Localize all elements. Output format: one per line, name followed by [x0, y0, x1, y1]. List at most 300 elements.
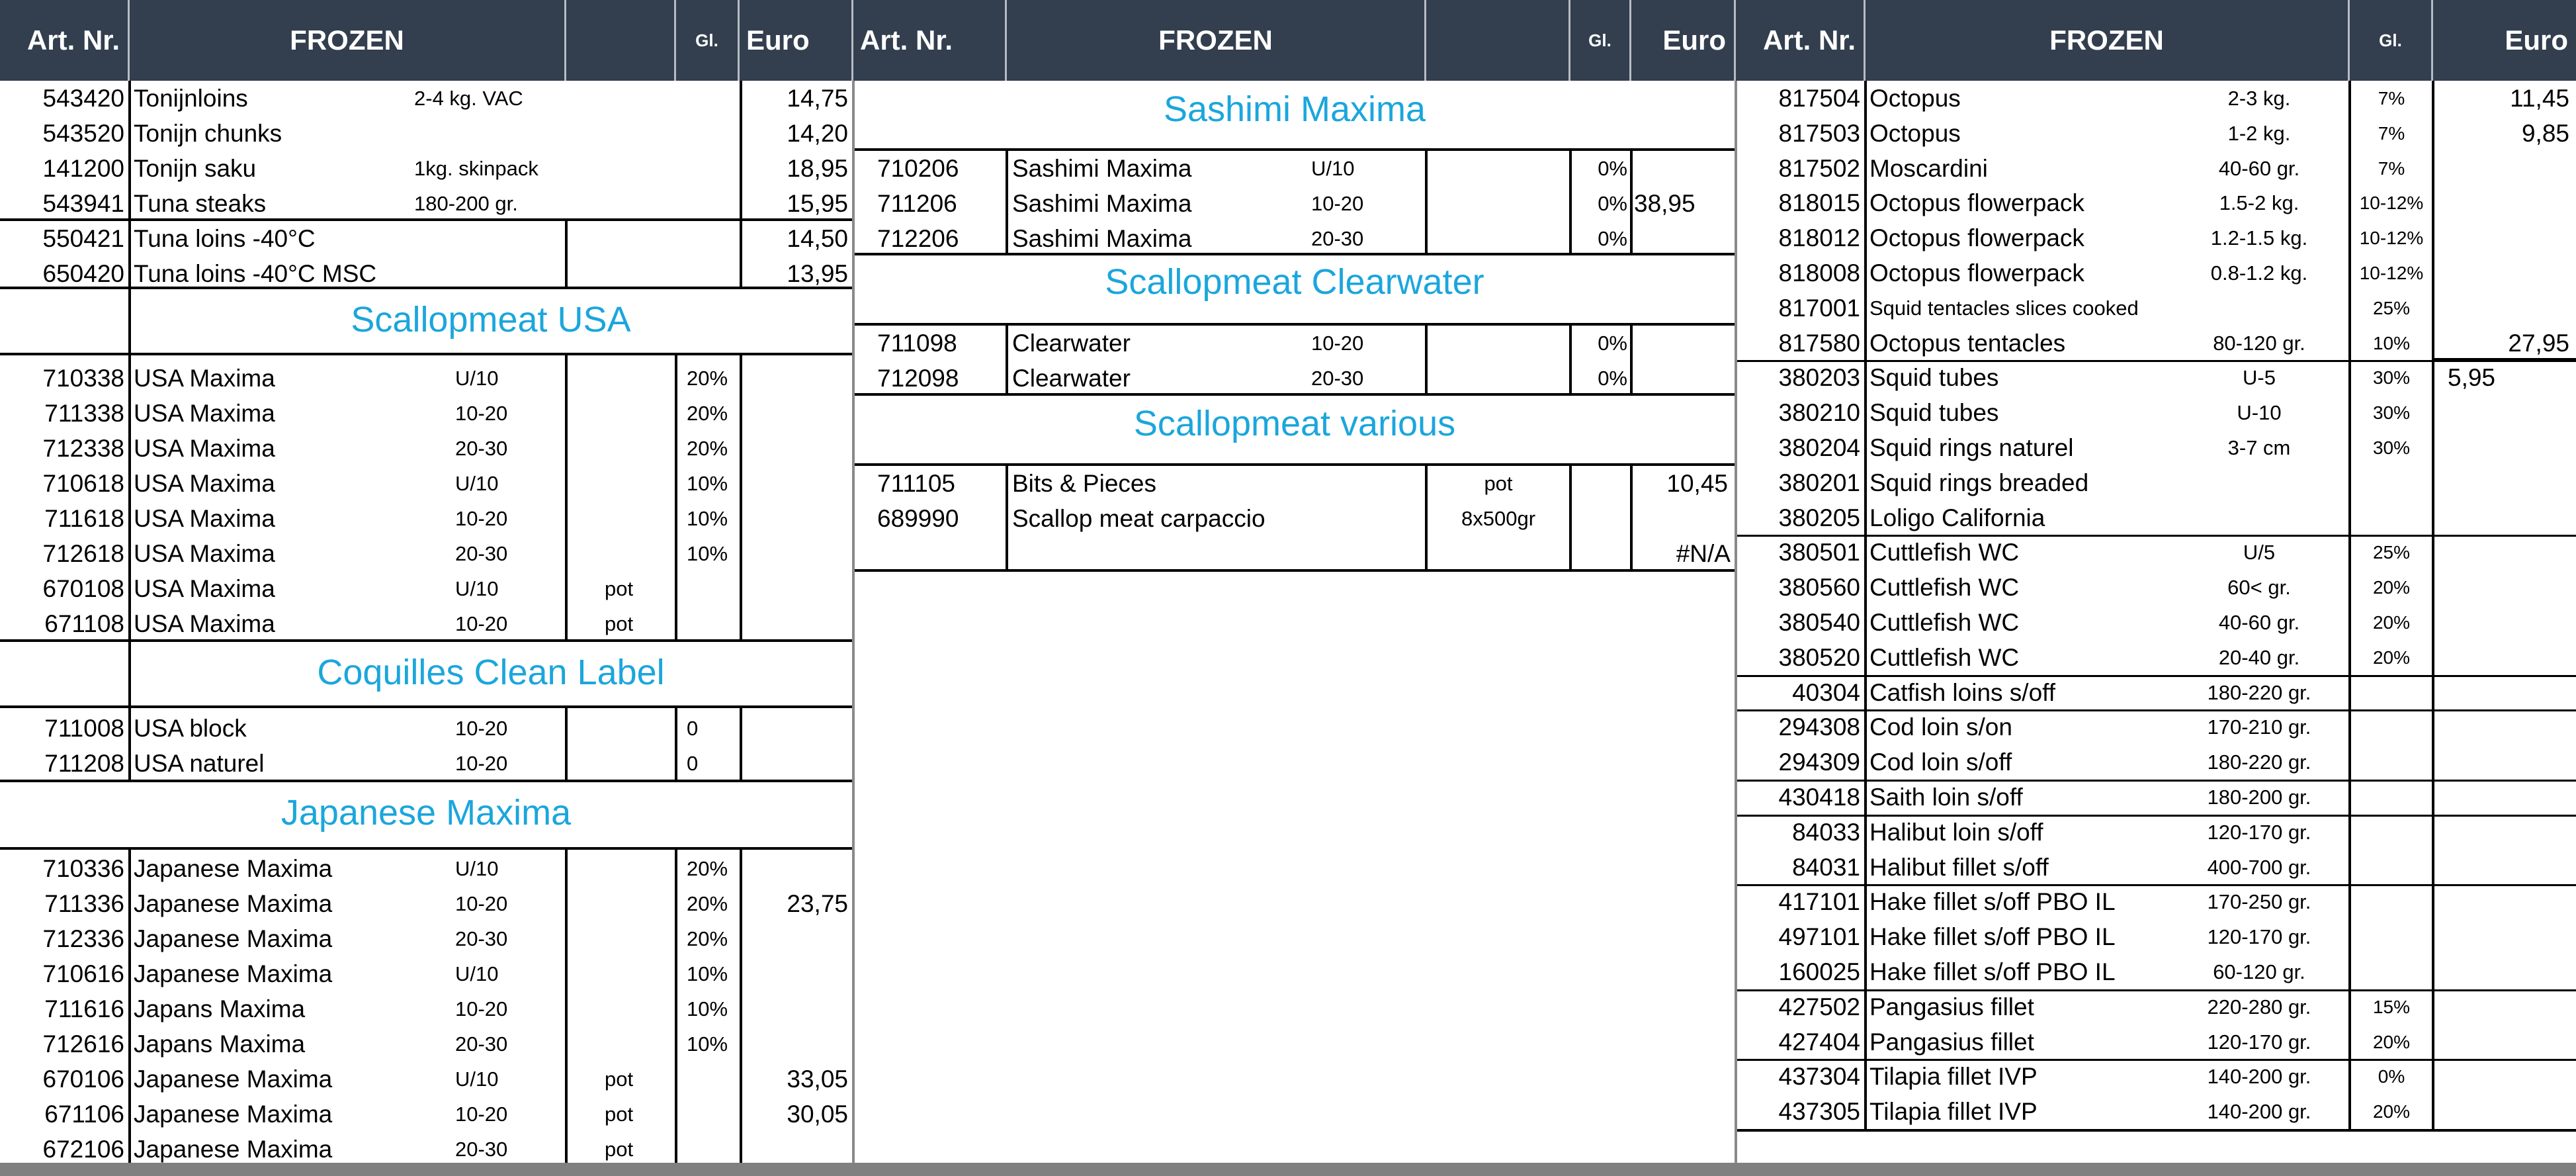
euro-price	[744, 536, 848, 571]
gl-value: 20%	[687, 857, 728, 880]
art-nr: 543520	[42, 120, 124, 147]
product-name: USA Maxima	[134, 505, 275, 532]
bottom-bar	[0, 1163, 2576, 1176]
product-spec	[414, 116, 613, 151]
product-spec: 10-20	[455, 752, 508, 775]
product-name: Sashimi Maxima	[1012, 155, 1192, 182]
pack: pot	[605, 612, 634, 635]
art-nr: 689990	[877, 505, 959, 532]
product-name: Squid tubes	[1869, 364, 1999, 392]
product-spec: 10-20	[455, 892, 508, 915]
product-spec: 180-220 gr.	[2207, 680, 2311, 704]
product-spec: 40-60 gr.	[2218, 156, 2300, 180]
gl-value: 25%	[2372, 542, 2411, 563]
product-name: Tilapia fillet IVP	[1869, 1063, 2038, 1091]
na-value: #N/A	[1676, 540, 1731, 567]
art-nr: 84031	[1792, 853, 1860, 881]
row-divider	[1737, 1059, 2576, 1061]
art-nr: 671106	[44, 1101, 124, 1128]
gl-value	[687, 1062, 740, 1097]
product-spec: U-10	[2237, 401, 2282, 425]
product-spec: 180-220 gr.	[2207, 750, 2311, 774]
art-nr: 712206	[877, 225, 959, 252]
gl-value: 0%	[1598, 192, 1627, 215]
row-divider	[1737, 780, 2576, 782]
pack	[605, 851, 671, 886]
pack	[605, 81, 671, 116]
gl-value: 20%	[687, 367, 728, 390]
pack	[605, 536, 671, 571]
art-nr: 650420	[42, 260, 124, 287]
art-nr: 437305	[1778, 1098, 1860, 1126]
product-spec: 60< gr.	[2227, 576, 2291, 600]
product-spec: U/10	[455, 857, 499, 880]
pack: 8x500gr	[1461, 507, 1536, 530]
gl-value: 20%	[687, 402, 728, 425]
art-nr: 711616	[44, 995, 124, 1022]
product-spec: 20-30	[1311, 227, 1364, 250]
row-divider	[1737, 989, 2576, 991]
gl-value: 30%	[2372, 367, 2411, 388]
euro-price	[2436, 255, 2569, 291]
euro-price	[744, 1026, 848, 1062]
product-name: Pangasius fillet	[1869, 993, 2034, 1020]
product-spec: 20-30	[1311, 367, 1364, 390]
euro-price	[1634, 151, 1732, 186]
gl-value: 15%	[2372, 996, 2411, 1017]
art-nr: 710616	[42, 960, 124, 987]
product-spec	[2176, 500, 2342, 535]
euro-price	[2436, 1059, 2569, 1094]
pack	[605, 501, 671, 536]
product-spec: U/10	[455, 367, 499, 390]
product-name: Octopus flowerpack	[1869, 259, 2084, 287]
product-spec: 180-200 gr.	[414, 192, 518, 215]
pack	[605, 361, 671, 396]
product-name: USA Maxima	[134, 400, 275, 427]
product-name: Squid rings breaded	[1869, 469, 2089, 496]
art-nr: 294308	[1778, 713, 1860, 741]
product-spec: 1-2 kg.	[2227, 121, 2291, 145]
product-spec: 20-30	[455, 437, 508, 460]
product-name: Cuttlefish WC	[1869, 643, 2020, 671]
product-name: Japanese Maxima	[134, 1065, 333, 1093]
section-title-scallopmeat-usa: Scallopmeat USA	[351, 300, 631, 339]
art-nr: 380204	[1778, 434, 1860, 461]
gl-value: 0%	[1598, 367, 1627, 390]
pack: pot	[605, 577, 634, 600]
product-spec: U-5	[2243, 366, 2276, 390]
product-spec: 2-3 kg.	[2227, 87, 2291, 110]
product-name: Tilapia fillet IVP	[1869, 1098, 2038, 1126]
art-nr: 710336	[42, 855, 124, 882]
art-nr: 710338	[42, 365, 124, 392]
euro-price	[1634, 221, 1732, 256]
euro-price	[744, 361, 848, 396]
product-spec: 0.8-1.2 kg.	[2210, 261, 2308, 285]
gl-value	[687, 151, 740, 186]
euro-price	[2436, 989, 2569, 1024]
product-name: USA block	[134, 715, 247, 742]
art-nr: 380520	[1778, 643, 1860, 671]
product-name: Japanese Maxima	[134, 925, 333, 952]
gl-value: 20%	[687, 437, 728, 460]
product-name: Sashimi Maxima	[1012, 190, 1192, 217]
gl-value: 7%	[2378, 88, 2405, 109]
gl-value	[2352, 919, 2430, 954]
art-nr: 711336	[44, 890, 124, 917]
pack	[605, 921, 671, 956]
pack	[605, 956, 671, 991]
product-name: Octopus	[1869, 119, 1961, 147]
gl-value	[2352, 465, 2430, 500]
section-title-coquilles: Coquilles Clean Label	[317, 653, 665, 692]
euro-price	[744, 956, 848, 991]
euro-price: 14,75	[787, 85, 848, 112]
euro-price	[744, 991, 848, 1026]
gl-value	[687, 1097, 740, 1132]
euro-price	[744, 501, 848, 536]
gl-value: 10-12%	[2359, 263, 2424, 283]
gl-value	[2352, 500, 2430, 535]
product-spec: U/10	[455, 1067, 499, 1091]
gl-value: 10%	[687, 997, 728, 1020]
gl-value	[2352, 675, 2430, 710]
product-name: Catfish loins s/off	[1869, 678, 2056, 706]
product-spec: 2-4 kg. VAC	[414, 87, 523, 110]
pack: pot	[605, 1067, 634, 1091]
art-nr: 417101	[1778, 888, 1860, 916]
gl-value	[687, 221, 740, 256]
product-spec: 60-120 gr.	[2213, 960, 2305, 983]
product-spec: 20-30	[455, 927, 508, 950]
product-spec	[414, 221, 613, 256]
pack	[605, 746, 671, 781]
product-name: USA naturel	[134, 750, 265, 777]
product-name: Octopus tentacles	[1869, 329, 2066, 357]
pack	[605, 886, 671, 921]
gl-value	[1574, 501, 1627, 536]
gl-value: 20%	[2372, 1031, 2411, 1052]
euro-price	[2436, 291, 2569, 326]
header-art-nr-3: Art. Nr.	[1736, 0, 1866, 81]
row-divider	[1737, 360, 2576, 362]
art-nr: 670108	[42, 575, 124, 602]
product-spec: 20-30	[455, 542, 508, 565]
gl-value	[2352, 745, 2430, 780]
gl-value	[2352, 954, 2430, 989]
art-nr: 817504	[1778, 85, 1860, 112]
art-nr: 84033	[1792, 818, 1860, 846]
art-nr: 710206	[877, 155, 959, 182]
product-name: Japanese Maxima	[134, 890, 333, 917]
product-name: USA Maxima	[134, 540, 275, 567]
gl-value: 10%	[687, 542, 728, 565]
product-spec	[414, 256, 613, 291]
gl-value	[687, 81, 740, 116]
gl-value: 20%	[2372, 647, 2411, 668]
product-name: Cuttlefish WC	[1869, 574, 2020, 602]
product-spec: 120-170 gr.	[2207, 925, 2311, 949]
gl-value: 20%	[2372, 577, 2411, 598]
euro-price: 33,05	[787, 1065, 848, 1093]
pack	[605, 991, 671, 1026]
euro-price: 18,95	[787, 155, 848, 182]
product-name: Hake fillet s/off PBO IL	[1869, 888, 2116, 916]
euro-price	[744, 571, 848, 606]
euro-price	[2436, 815, 2569, 850]
euro-price: 15,95	[787, 190, 848, 217]
euro-price	[2436, 1094, 2569, 1129]
product-spec: 170-250 gr.	[2207, 890, 2311, 914]
product-name: Octopus flowerpack	[1869, 224, 2084, 252]
product-name: Tonijn saku	[134, 155, 257, 182]
product-name: Tuna steaks	[134, 190, 267, 217]
row-divider	[1737, 884, 2576, 886]
euro-price	[1634, 361, 1732, 396]
product-name: Cod loin s/on	[1869, 713, 2012, 741]
product-spec: 10-20	[455, 402, 508, 425]
euro-price	[2436, 151, 2569, 186]
euro-price	[744, 466, 848, 501]
euro-price	[2436, 430, 2569, 465]
euro-price	[2436, 570, 2569, 605]
product-name: Cuttlefish WC	[1869, 609, 2020, 636]
euro-price	[744, 921, 848, 956]
euro-price: 14,50	[787, 225, 848, 252]
art-nr: 380201	[1778, 469, 1860, 496]
row-divider	[1737, 709, 2576, 711]
euro-price	[744, 851, 848, 886]
art-nr: 817001	[1778, 294, 1860, 322]
product-name: Japanese Maxima	[134, 855, 333, 882]
art-nr: 141200	[42, 155, 124, 182]
product-name: Octopus flowerpack	[1869, 189, 2084, 217]
gl-value: 10-12%	[2359, 228, 2424, 249]
product-name: Cod loin s/off	[1869, 748, 2012, 776]
euro-price	[2436, 1024, 2569, 1060]
pack	[605, 186, 671, 221]
product-spec: 80-120 gr.	[2213, 331, 2305, 355]
gl-value	[687, 606, 740, 641]
product-spec: 10-20	[455, 997, 508, 1020]
product-name: Sashimi Maxima	[1012, 225, 1192, 252]
gl-value: 0%	[1598, 227, 1627, 250]
row-divider	[1737, 675, 2576, 677]
euro-price	[2436, 465, 2569, 500]
gl-value: 0%	[1598, 157, 1627, 180]
euro-price	[2436, 850, 2569, 885]
art-nr: 380205	[1778, 504, 1860, 531]
euro-price: 14,20	[787, 120, 848, 147]
euro-price	[2436, 640, 2569, 675]
euro-price	[2436, 185, 2569, 220]
art-nr: 712616	[42, 1030, 124, 1058]
product-name: Hake fillet s/off PBO IL	[1869, 923, 2116, 951]
product-spec: 220-280 gr.	[2207, 995, 2311, 1018]
product-spec: 10-20	[455, 612, 508, 635]
header-gl-3: Gl.	[2350, 0, 2433, 81]
header-frozen-1: FROZEN	[130, 0, 566, 81]
header-frozen-3: FROZEN	[1866, 0, 2350, 81]
product-spec: 10-20	[455, 507, 508, 530]
art-nr: 711206	[877, 190, 957, 217]
euro-price	[2436, 395, 2569, 430]
header-blank-1	[566, 0, 676, 81]
art-nr: 380501	[1778, 539, 1860, 566]
art-nr: 711208	[44, 750, 124, 777]
product-spec: 20-30	[455, 1138, 508, 1161]
product-spec: U/10	[455, 962, 499, 985]
product-name: Japanese Maxima	[134, 960, 333, 987]
product-name: Clearwater	[1012, 330, 1131, 357]
pack	[1429, 186, 1568, 221]
gl-value: 10%	[687, 1032, 728, 1056]
product-spec	[1311, 466, 1424, 501]
art-nr: 712098	[877, 365, 959, 392]
product-name: USA Maxima	[134, 610, 275, 637]
gl-value: 30%	[2372, 437, 2411, 458]
header-gl-2: Gl.	[1570, 0, 1631, 81]
euro-price	[2436, 220, 2569, 255]
euro-price: 23,75	[787, 890, 848, 917]
art-nr: 380210	[1778, 399, 1860, 427]
product-spec: 10-20	[1311, 332, 1364, 355]
art-nr: 817502	[1778, 154, 1860, 182]
pack	[1429, 361, 1568, 396]
art-nr: 160025	[1778, 958, 1860, 985]
product-name: Squid tentacles slices cooked	[1869, 296, 2139, 320]
gl-value	[2352, 780, 2430, 815]
header-blank-2	[1426, 0, 1570, 81]
gl-value	[2352, 815, 2430, 850]
gl-value	[687, 186, 740, 221]
product-name: Squid tubes	[1869, 399, 1999, 427]
art-nr: 40304	[1792, 678, 1860, 706]
euro-price	[1634, 501, 1732, 536]
product-spec: 10-20	[455, 717, 508, 740]
gl-value	[687, 116, 740, 151]
product-name: USA Maxima	[134, 435, 275, 462]
product-name: Tuna loins -40°C	[134, 225, 316, 252]
art-nr: 818015	[1778, 189, 1860, 217]
header-euro-2: Euro	[1631, 0, 1736, 81]
product-name: Pangasius fillet	[1869, 1028, 2034, 1056]
product-name: Tonijnloins	[134, 85, 248, 112]
pack: pot	[605, 1138, 634, 1161]
art-nr: 711008	[44, 715, 124, 742]
gl-value: 7%	[2378, 158, 2405, 179]
euro-price	[2436, 919, 2569, 954]
product-spec	[2176, 291, 2342, 326]
pack	[605, 221, 671, 256]
art-nr: 430418	[1778, 784, 1860, 811]
pack	[1429, 326, 1568, 361]
art-nr: 672106	[42, 1136, 124, 1163]
gl-value: 10%	[687, 507, 728, 530]
product-spec: 140-200 gr.	[2207, 1100, 2311, 1124]
pack	[605, 711, 671, 746]
section-title-sashimi: Sashimi Maxima	[1163, 89, 1426, 129]
euro-price: 10,45	[1666, 470, 1728, 497]
art-nr: 543941	[42, 190, 124, 217]
gl-value	[687, 256, 740, 291]
product-spec: 180-200 gr.	[2207, 786, 2311, 809]
product-spec: 10-20	[455, 1103, 508, 1126]
header-gl-1: Gl.	[676, 0, 740, 81]
gl-value: 20%	[2372, 612, 2411, 633]
product-spec: 170-210 gr.	[2207, 715, 2311, 739]
product-name: USA Maxima	[134, 470, 275, 497]
gl-value: 7%	[2378, 122, 2405, 144]
product-spec: U/10	[455, 577, 499, 600]
header-art-nr-1: Art. Nr.	[0, 0, 130, 81]
pack	[605, 396, 671, 431]
product-name: Halibut loin s/off	[1869, 818, 2043, 846]
pack	[605, 151, 671, 186]
product-name: Saith loin s/off	[1869, 784, 2023, 811]
row-divider	[1737, 535, 2576, 537]
euro-price	[2436, 884, 2569, 919]
art-nr: 670106	[42, 1065, 124, 1093]
pack	[605, 256, 671, 291]
gl-value: 10%	[687, 472, 728, 495]
art-nr: 550421	[42, 225, 124, 252]
product-name: Scallop meat carpaccio	[1012, 505, 1266, 532]
product-name: Tuna loins -40°C MSC	[134, 260, 377, 287]
gl-value	[2352, 884, 2430, 919]
product-spec: U/5	[2243, 541, 2276, 565]
art-nr: 712618	[42, 540, 124, 567]
product-spec: 20-40 gr.	[2218, 645, 2300, 669]
gl-value	[687, 571, 740, 606]
product-name: Bits & Pieces	[1012, 470, 1156, 497]
product-name: Tonijn chunks	[134, 120, 282, 147]
gl-value: 10-12%	[2359, 193, 2424, 214]
art-nr: 437304	[1778, 1063, 1860, 1091]
gl-value	[687, 1132, 740, 1167]
art-nr: 294309	[1778, 748, 1860, 776]
euro-price: 27,95	[2508, 329, 2569, 357]
gl-value	[2352, 709, 2430, 745]
pack	[605, 1026, 671, 1062]
art-nr: 380203	[1778, 364, 1860, 392]
gl-value: 0	[687, 752, 699, 775]
gl-value: 20%	[687, 892, 728, 915]
product-name: Loligo California	[1869, 504, 2045, 531]
euro-price	[744, 396, 848, 431]
product-name: Cuttlefish WC	[1869, 539, 2020, 566]
euro-price: 9,85	[2521, 119, 2569, 147]
product-spec: 400-700 gr.	[2207, 855, 2311, 879]
euro-price	[2436, 745, 2569, 780]
euro-price	[1634, 326, 1732, 361]
gl-value	[1574, 466, 1627, 501]
art-nr: 817503	[1778, 119, 1860, 147]
product-spec: U/10	[455, 472, 499, 495]
product-spec: 120-170 gr.	[2207, 820, 2311, 844]
euro-price: 30,05	[787, 1101, 848, 1128]
euro-price	[2436, 605, 2569, 640]
euro-price	[2436, 780, 2569, 815]
art-nr: 380540	[1778, 609, 1860, 636]
product-name: Japans Maxima	[134, 995, 306, 1022]
euro-price	[744, 431, 848, 466]
euro-price	[744, 711, 848, 746]
gl-value	[2352, 850, 2430, 885]
art-nr: 427404	[1778, 1028, 1860, 1056]
product-spec: 10-20	[1311, 192, 1364, 215]
